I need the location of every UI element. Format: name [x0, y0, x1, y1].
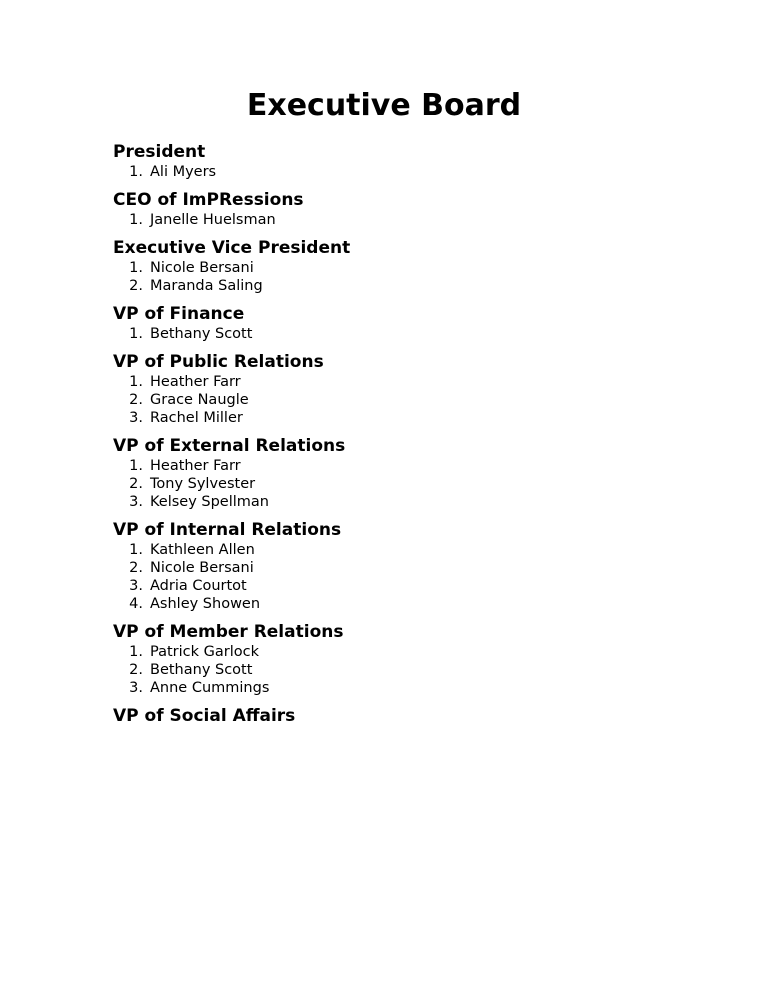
- board-section: [113, 237, 713, 295]
- section-heading: VP of Internal Relations: [113, 520, 342, 540]
- list-item-number: 1.: [129, 374, 143, 390]
- member-name: Adria Courtot: [150, 578, 247, 594]
- list-item: [113, 679, 713, 697]
- member-list: [113, 643, 713, 697]
- section-heading: VP of External Relations: [113, 436, 346, 456]
- list-item: [113, 409, 713, 427]
- member-name: Grace Naugle: [150, 392, 249, 408]
- list-item-number: 3.: [129, 680, 143, 696]
- list-item: [113, 211, 713, 229]
- member-list: [113, 211, 713, 229]
- member-name: Heather Farr: [150, 374, 241, 390]
- list-item-number: 3.: [129, 410, 143, 426]
- list-item: [113, 493, 713, 511]
- board-section: [113, 435, 713, 511]
- board-section: [113, 141, 713, 181]
- list-item: [113, 391, 713, 409]
- member-list: [113, 457, 713, 511]
- section-heading: VP of Finance: [113, 304, 245, 324]
- member-name: Tony Sylvester: [150, 476, 256, 492]
- list-item: [113, 661, 713, 679]
- page-title: Executive Board: [246, 88, 522, 123]
- member-name: Patrick Garlock: [150, 644, 259, 660]
- section-heading: VP of Member Relations: [113, 622, 344, 642]
- list-item-number: 2.: [129, 662, 143, 678]
- list-item-number: 2.: [129, 476, 143, 492]
- member-list: [113, 373, 713, 427]
- member-list: [113, 163, 713, 181]
- section-heading: VP of Social Affairs: [113, 706, 296, 726]
- member-name: Ashley Showen: [150, 596, 261, 612]
- list-item: [113, 541, 713, 559]
- board-sections: [113, 141, 713, 735]
- list-item-number: 2.: [129, 560, 143, 576]
- list-item-number: 3.: [129, 578, 143, 594]
- section-heading: CEO of ImPRessions: [113, 190, 304, 210]
- list-item: [113, 595, 713, 613]
- board-section: [113, 303, 713, 343]
- member-name: Kelsey Spellman: [150, 494, 269, 510]
- list-item: [113, 577, 713, 595]
- list-item-number: 1.: [129, 260, 143, 276]
- board-section: [113, 519, 713, 613]
- member-name: Kathleen Allen: [150, 542, 255, 558]
- member-name: Nicole Bersani: [150, 560, 254, 576]
- board-section: [113, 621, 713, 697]
- member-name: Heather Farr: [150, 458, 241, 474]
- member-list: [113, 259, 713, 295]
- list-item-number: 1.: [129, 458, 143, 474]
- section-heading: Executive Vice President: [113, 238, 351, 258]
- list-item: [113, 325, 713, 343]
- list-item-number: 2.: [129, 278, 143, 294]
- list-item-number: 1.: [129, 212, 143, 228]
- board-section: [113, 705, 713, 727]
- list-item-number: 1.: [129, 164, 143, 180]
- member-list: [113, 541, 713, 613]
- section-heading: VP of Public Relations: [113, 352, 324, 372]
- list-item-number: 1.: [129, 326, 143, 342]
- list-item-number: 4.: [129, 596, 143, 612]
- member-name: Maranda Saling: [150, 278, 263, 294]
- list-item-number: 1.: [129, 644, 143, 660]
- list-item-number: 3.: [129, 494, 143, 510]
- member-list: [113, 325, 713, 343]
- list-item: [113, 277, 713, 295]
- section-heading: President: [113, 142, 206, 162]
- list-item: [113, 457, 713, 475]
- member-name: Bethany Scott: [150, 326, 253, 342]
- member-name: Anne Cummings: [150, 680, 270, 696]
- list-item: [113, 559, 713, 577]
- member-name: Bethany Scott: [150, 662, 253, 678]
- member-name: Nicole Bersani: [150, 260, 254, 276]
- list-item-number: 2.: [129, 392, 143, 408]
- board-section: [113, 351, 713, 427]
- member-name: Janelle Huelsman: [150, 212, 276, 228]
- list-item: [113, 643, 713, 661]
- list-item: [113, 373, 713, 391]
- member-name: Ali Myers: [150, 164, 217, 180]
- board-section: [113, 189, 713, 229]
- member-name: Rachel Miller: [150, 410, 243, 426]
- list-item: [113, 259, 713, 277]
- list-item: [113, 475, 713, 493]
- list-item: [113, 163, 713, 181]
- list-item-number: 1.: [129, 542, 143, 558]
